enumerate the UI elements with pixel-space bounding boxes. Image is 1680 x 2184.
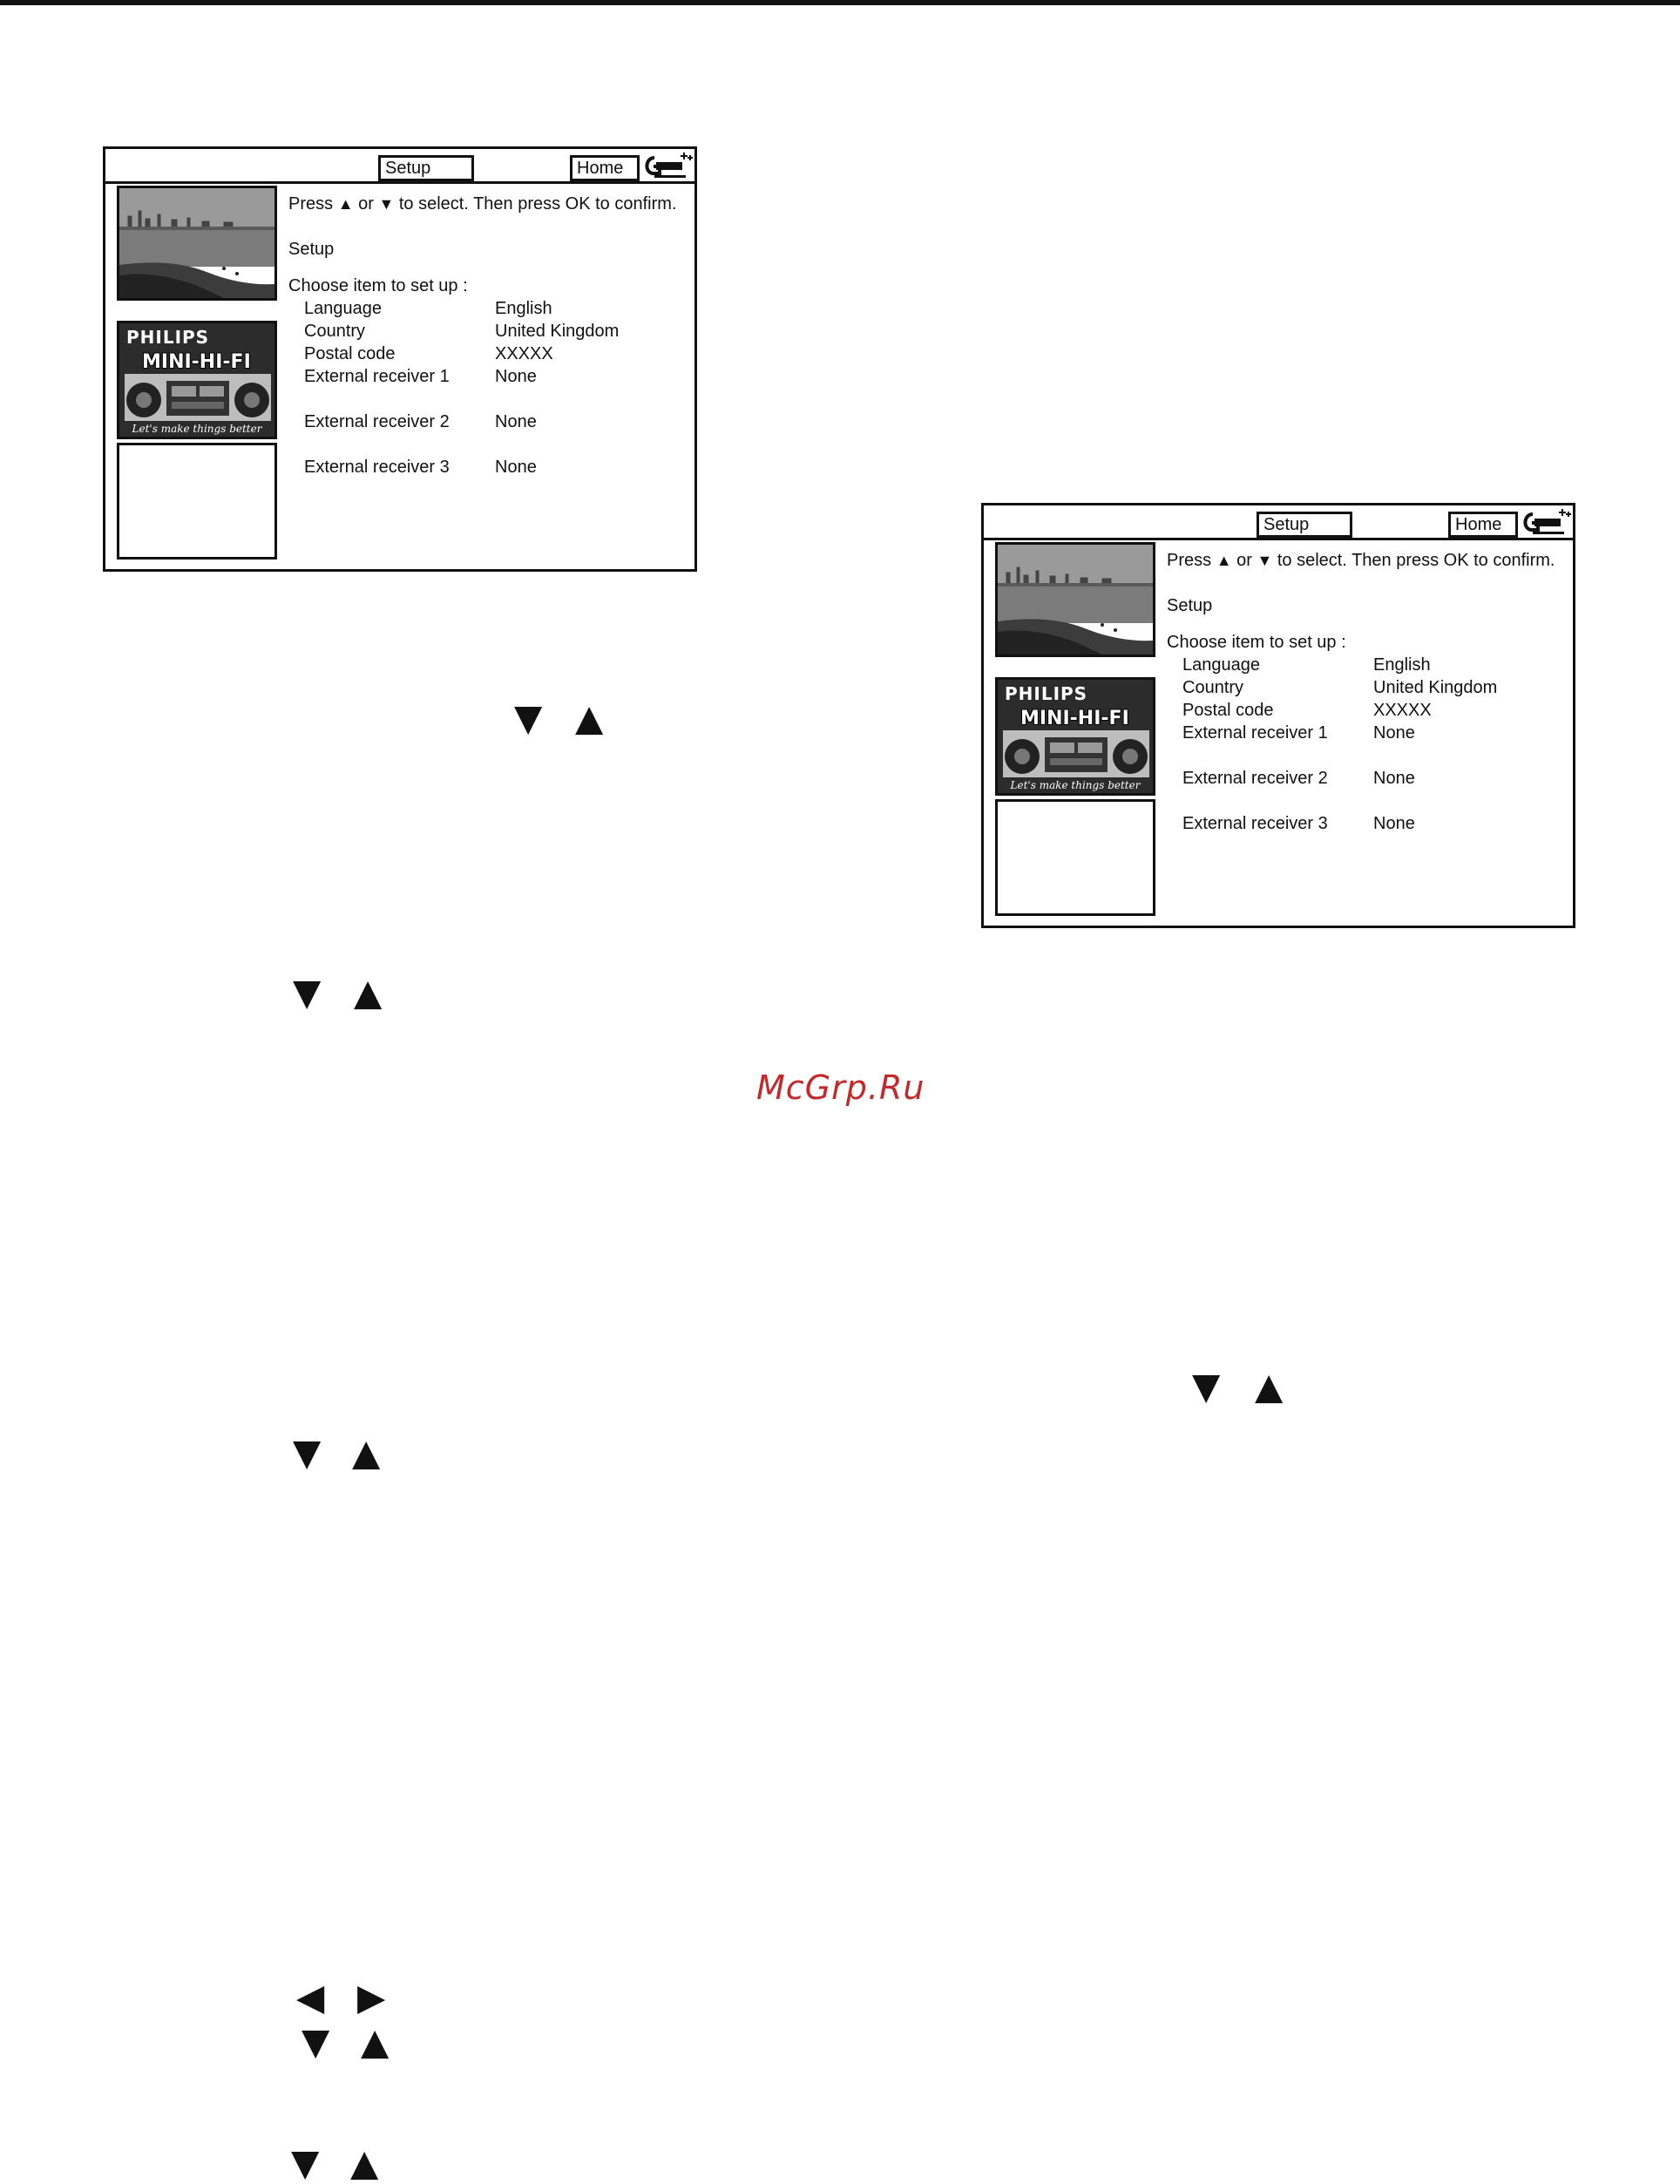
menu-title: Setup: [288, 240, 335, 259]
row-external-receiver-3-value: None: [1373, 814, 1415, 833]
stereo-icon: [125, 374, 271, 421]
top-rule: [0, 0, 1680, 5]
down-arrow-icon: ▼: [291, 2141, 320, 2184]
instruction-press: Press: [1167, 551, 1212, 570]
tab-setup[interactable]: Setup: [1257, 512, 1352, 538]
down-arrow-icon: ▼: [514, 696, 543, 739]
left-arrow-icon: ◀: [296, 1976, 325, 2018]
preview-photo: [117, 186, 277, 301]
row-country-value: United Kingdom: [1373, 678, 1498, 697]
down-arrow-icon: ▼: [293, 1431, 322, 1474]
instruction-line: [288, 194, 676, 214]
up-arrow-icon: ▲: [1216, 552, 1232, 569]
up-arrow-icon: ▲: [575, 696, 604, 739]
ad-brand: PHILIPS: [1005, 683, 1088, 704]
ad-brand: PHILIPS: [126, 327, 210, 348]
up-arrow-icon: ▲: [350, 2141, 379, 2184]
menu-title: Setup: [1167, 596, 1213, 615]
row-external-receiver-2-value: None: [495, 412, 537, 431]
row-external-receiver-3-label[interactable]: External receiver 3: [304, 458, 450, 477]
row-country-label[interactable]: Country: [1182, 678, 1244, 697]
up-arrow-icon: ▲: [352, 1431, 381, 1474]
instruction-or: or: [1236, 551, 1252, 570]
row-external-receiver-3-value: None: [495, 458, 537, 477]
empty-info-panel: [995, 799, 1155, 916]
row-external-receiver-1-value: None: [495, 367, 537, 386]
up-arrow-icon: ▲: [354, 971, 383, 1014]
up-arrow-icon: ▲: [1255, 1365, 1284, 1407]
up-arrow-icon: ▲: [337, 195, 354, 213]
row-external-receiver-2-label[interactable]: External receiver 2: [1182, 769, 1328, 788]
row-postal-code-label[interactable]: Postal code: [1182, 701, 1274, 720]
instruction-rest: to select. Then press OK to confirm.: [398, 194, 677, 214]
guide-plus-logo-icon: [642, 153, 696, 182]
row-language-label[interactable]: Language: [1182, 655, 1260, 675]
row-postal-code-value: XXXXX: [495, 344, 553, 363]
row-country-value: United Kingdom: [495, 322, 620, 341]
advert-panel[interactable]: [117, 321, 277, 439]
row-language-value: English: [495, 299, 552, 318]
screen-topbar: [105, 149, 694, 184]
instruction-or: or: [358, 194, 374, 214]
row-postal-code-label[interactable]: Postal code: [304, 344, 396, 363]
right-arrow-icon: ▶: [357, 1976, 386, 2018]
tab-setup[interactable]: Setup: [378, 155, 474, 181]
up-arrow-icon: ▲: [361, 2020, 390, 2063]
preview-photo: [995, 542, 1155, 657]
ad-tagline: Let's make things better: [1010, 779, 1141, 791]
row-postal-code-value: XXXXX: [1373, 701, 1432, 720]
instruction-press: Press: [288, 194, 334, 214]
down-arrow-icon: ▼: [301, 2020, 330, 2063]
row-country-label[interactable]: Country: [304, 322, 366, 341]
down-arrow-icon: ▼: [1192, 1365, 1221, 1407]
shoreline-photo-image: [998, 545, 1153, 655]
row-external-receiver-2-label[interactable]: External receiver 2: [304, 412, 450, 431]
screen-topbar: [984, 505, 1573, 540]
row-external-receiver-1-label[interactable]: External receiver 1: [1182, 723, 1328, 743]
tab-home[interactable]: Home: [1448, 512, 1518, 538]
setup-screen-2: [981, 503, 1575, 928]
down-arrow-icon: ▼: [293, 971, 322, 1014]
ad-product: MINI-HI-FI: [1020, 708, 1129, 729]
instruction-line: [1167, 551, 1555, 571]
menu-prompt: Choose item to set up :: [1167, 633, 1346, 652]
row-external-receiver-3-label[interactable]: External receiver 3: [1182, 814, 1328, 833]
menu-prompt: Choose item to set up :: [288, 276, 468, 295]
empty-info-panel: [117, 443, 277, 560]
row-external-receiver-1-label[interactable]: External receiver 1: [304, 367, 450, 386]
tab-home[interactable]: Home: [570, 155, 640, 181]
setup-screen-1: [103, 146, 697, 572]
shoreline-photo-image: [119, 188, 274, 298]
row-language-label[interactable]: Language: [304, 299, 382, 318]
down-arrow-icon: ▼: [1257, 552, 1273, 569]
watermark: McGrp.Ru: [756, 1068, 925, 1107]
advert-panel[interactable]: [995, 677, 1155, 796]
ad-product: MINI-HI-FI: [142, 351, 251, 373]
guide-plus-logo-icon: [1521, 509, 1575, 539]
stereo-icon: [1003, 730, 1149, 777]
ad-tagline: Let's make things better: [132, 423, 262, 435]
row-external-receiver-1-value: None: [1373, 723, 1415, 743]
instruction-rest: to select. Then press OK to confirm.: [1277, 551, 1555, 570]
row-language-value: English: [1373, 655, 1431, 675]
row-external-receiver-2-value: None: [1373, 769, 1415, 788]
down-arrow-icon: ▼: [378, 195, 395, 213]
